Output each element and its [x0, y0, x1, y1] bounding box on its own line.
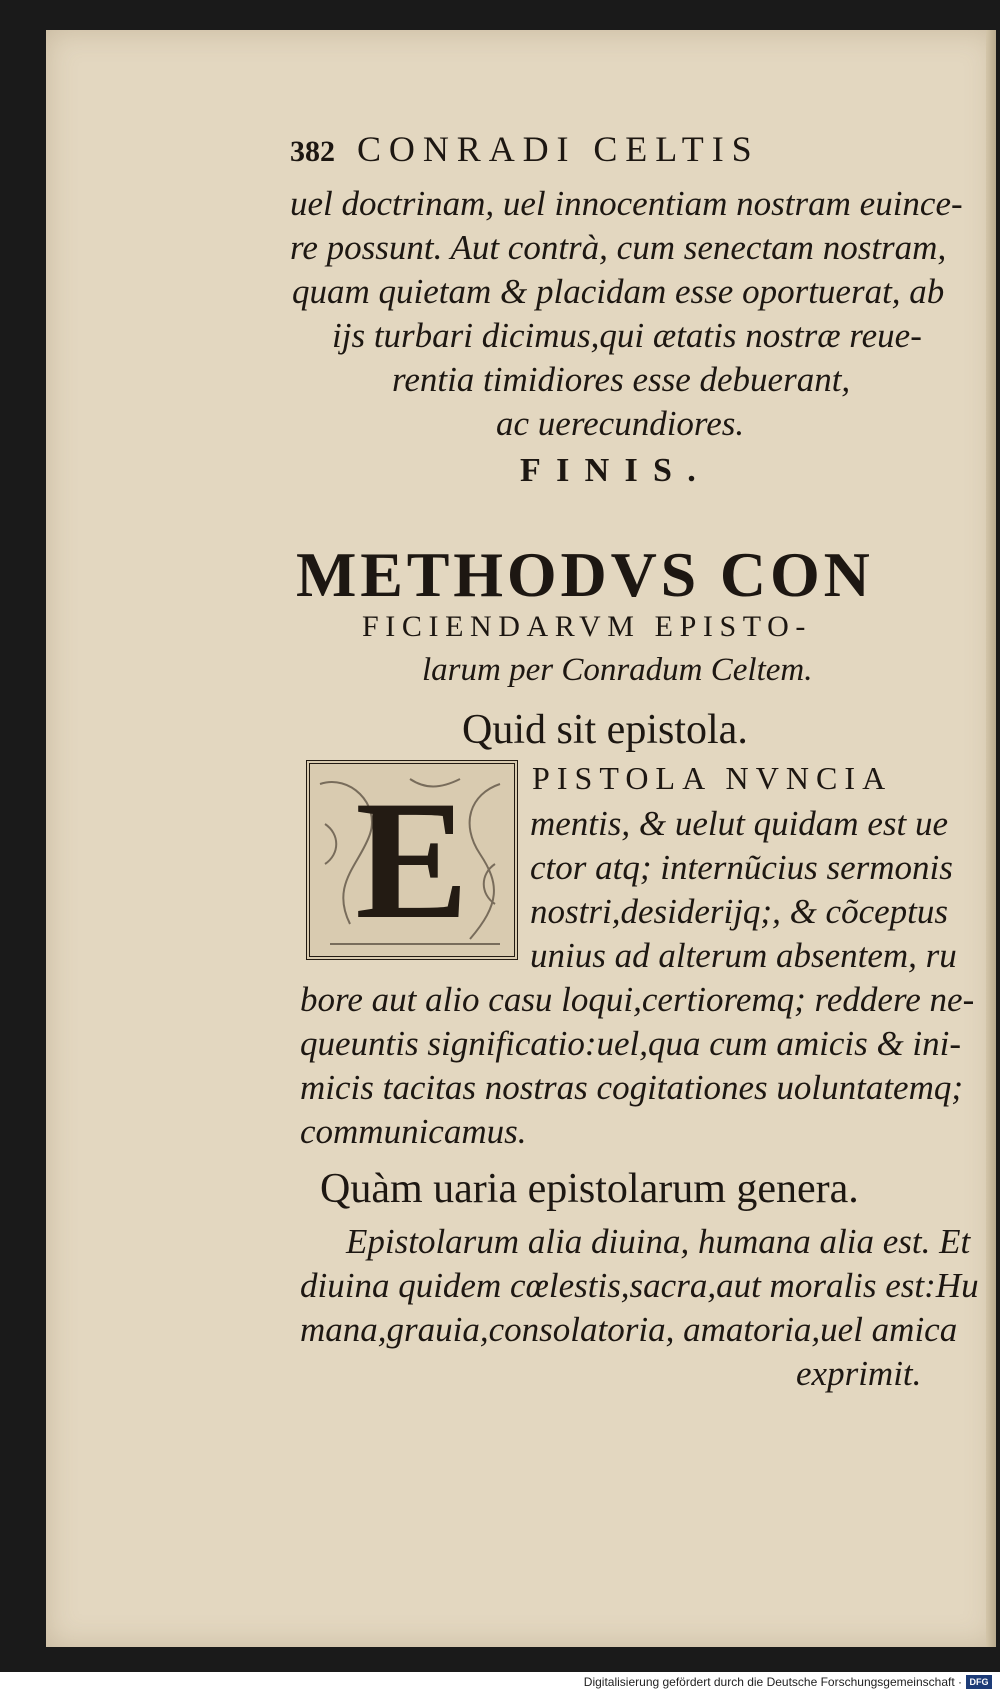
- heading-quid: Quid sit epistola.: [462, 707, 748, 753]
- decorated-initial: [306, 760, 518, 960]
- text-line: mana,grauia,consolatoria, amatoria,uel amica: [300, 1310, 958, 1349]
- text-line: bore aut alio casu loqui,certioremq; reddere ne-: [300, 980, 975, 1019]
- text-line: diuina quidem cœlestis,sacra,aut moralis est:Hu: [300, 1266, 979, 1305]
- section-title: METHODVS CON: [296, 539, 874, 610]
- text-line: ijs turbari dicimus,qui ætatis nostræ reue-: [332, 316, 922, 355]
- page-number: 382: [290, 135, 335, 168]
- text-line: quam quietam & placidam esse oportuerat, ab: [292, 272, 945, 311]
- text-line: unius ad alterum absentem, ru: [530, 936, 957, 975]
- heading-quam: Quàm uaria epistolarum genera.: [320, 1166, 859, 1212]
- section-subtitle-italic: larum per Conradum Celtem.: [422, 652, 813, 688]
- footer-credit: Digitalisierung gefördert durch die Deutsche Forschungsgemeinschaft ·: [583, 1675, 962, 1689]
- text-line: micis tacitas nostras cogitationes uoluntatemq;: [300, 1068, 964, 1107]
- text-line: PISTOLA NVNCIA: [532, 760, 893, 796]
- text-line: nostri,desiderijq;, & cõceptus: [530, 892, 949, 931]
- dfg-logo-icon: DFG: [966, 1675, 992, 1689]
- text-line: ac uerecundiores.: [496, 404, 745, 443]
- section-subtitle: FICIENDARVM EPISTO-: [362, 610, 812, 643]
- text-line: rentia timidiores esse debuerant,: [392, 360, 851, 399]
- page-edge: [986, 30, 996, 1647]
- text-line: mentis, & uelut quidam est ue: [530, 804, 949, 843]
- initial-letter: E: [355, 765, 469, 954]
- finis-marker: FINIS.: [520, 452, 711, 489]
- text-line: uel doctrinam, uel innocentiam nostram euince-: [290, 184, 963, 223]
- text-line: queuntis significatio:uel,qua cum amicis & ini-: [300, 1024, 962, 1063]
- text-line: re possunt. Aut contrà, cum senectam nostram,: [290, 228, 947, 267]
- running-head: [290, 128, 760, 170]
- text-line: communicamus.: [300, 1112, 527, 1151]
- running-head-author: CONRADI CELTIS: [357, 129, 760, 169]
- text-line: exprimit.: [796, 1354, 922, 1393]
- text-line: ctor atq; internũcius sermonis: [530, 848, 953, 887]
- text-line: Epistolarum alia diuina, humana alia est. Et: [346, 1222, 971, 1261]
